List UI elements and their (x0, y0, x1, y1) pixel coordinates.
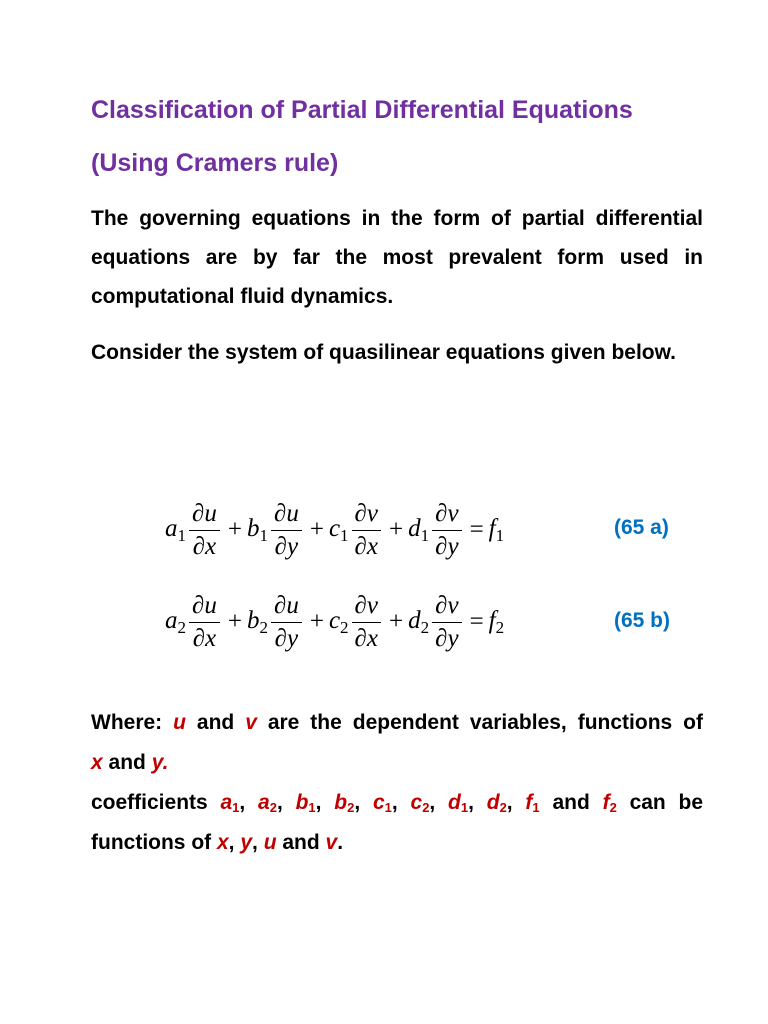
coef-d2: $d_2$ (408, 606, 430, 637)
derivative-dv-dx: $\frac{\partial v}{\partial x}$ (352, 592, 381, 653)
coefficients-label: coefficients (91, 791, 221, 814)
coef-a2: $a_2$ (258, 791, 277, 815)
where-line-1 (91, 708, 703, 738)
coef-b1: $b_1$ (295, 791, 316, 815)
derivative-dv-dy: $\frac{\partial v}{\partial y}$ (432, 500, 461, 561)
plus-operator: + (227, 608, 242, 635)
coef-b2: $b_2$ (334, 791, 355, 815)
var-x: x (216, 831, 229, 854)
equation-65a (165, 495, 504, 565)
derivative-du-dy: $\frac{\partial u}{\partial y}$ (271, 500, 302, 561)
equation-label-65a: (65 a) (614, 516, 669, 539)
plus-operator: + (309, 608, 324, 635)
coefficients-line: coefficients $a_1$, $a_2$, $b_1$, $b_2$, $c_1$, $c_2$, $d_1$, $d_2$, $f_1$ and $f_2$ can be (91, 791, 704, 815)
equation-65b (165, 587, 504, 657)
intro-paragraph: The governing equations in the form of partial differential equations are by far the most prevalent form used in computational fluid dynamics. (91, 207, 703, 308)
coef-c2: $c_2$ (328, 606, 349, 637)
period: . (337, 831, 344, 854)
functions-of-text: functions of (91, 831, 217, 854)
text-and: and (276, 831, 326, 854)
coef-b2: $b_2$ (246, 606, 268, 637)
var-y: y. (151, 751, 169, 774)
coef-f1: $f_1$ (525, 791, 540, 815)
derivative-dv-dx: $\frac{\partial v}{\partial x}$ (352, 500, 381, 561)
system-paragraph: Consider the system of quasilinear equations given below. (91, 341, 677, 364)
coef-c2: $c_2$ (410, 791, 430, 815)
separator: , (228, 831, 241, 854)
derivative-du-dx: $\frac{\partial u}{\partial x}$ (189, 500, 220, 561)
var-u: u (173, 711, 186, 734)
coef-a2: $a_2$ (165, 606, 186, 637)
text-and: and (102, 751, 152, 774)
can-be-text: can be (629, 791, 704, 814)
plus-operator: + (227, 516, 242, 543)
var-y: y (240, 831, 253, 854)
page-subtitle: (Using Cramers rule) (91, 149, 339, 177)
var-x: x (91, 751, 103, 774)
text-and: and (185, 711, 246, 734)
equals-sign: = (469, 516, 484, 543)
derivative-du-dy: $\frac{\partial u}{\partial y}$ (271, 592, 302, 653)
text-and: and (552, 791, 603, 814)
coef-b1: $b_1$ (246, 514, 268, 545)
equation-label-65b: (65 b) (614, 609, 671, 632)
equals-sign: = (469, 608, 484, 635)
var-v: v (245, 711, 257, 734)
separator: , (252, 831, 264, 854)
coef-a1: $a_1$ (220, 791, 240, 815)
coef-f2: $f_2$ (602, 791, 617, 815)
page-title: Classification of Partial Differential Equations (91, 96, 633, 124)
derivative-du-dx: $\frac{\partial u}{\partial x}$ (189, 592, 220, 653)
coef-d1: $d_1$ (448, 791, 469, 815)
plus-operator: + (309, 516, 324, 543)
plus-operator: + (389, 516, 404, 543)
functions-line (91, 828, 703, 858)
plus-operator: + (389, 608, 404, 635)
var-v: v (325, 831, 338, 854)
coef-d1: $d_1$ (408, 514, 430, 545)
where-line-2 (91, 748, 703, 778)
dependent-variables-text: are the dependent variables, functions of (256, 711, 703, 734)
coef-c1: $c_1$ (372, 791, 392, 815)
coef-d2: $d_2$ (486, 791, 507, 815)
coef-c1: $c_1$ (328, 514, 349, 545)
rhs-f2: $f_2$ (488, 606, 505, 637)
coef-a1: $a_1$ (165, 514, 186, 545)
where-label: Where: (91, 711, 174, 734)
derivative-dv-dy: $\frac{\partial v}{\partial y}$ (432, 592, 461, 653)
rhs-f1: $f_1$ (488, 514, 505, 545)
var-u: u (263, 831, 277, 854)
